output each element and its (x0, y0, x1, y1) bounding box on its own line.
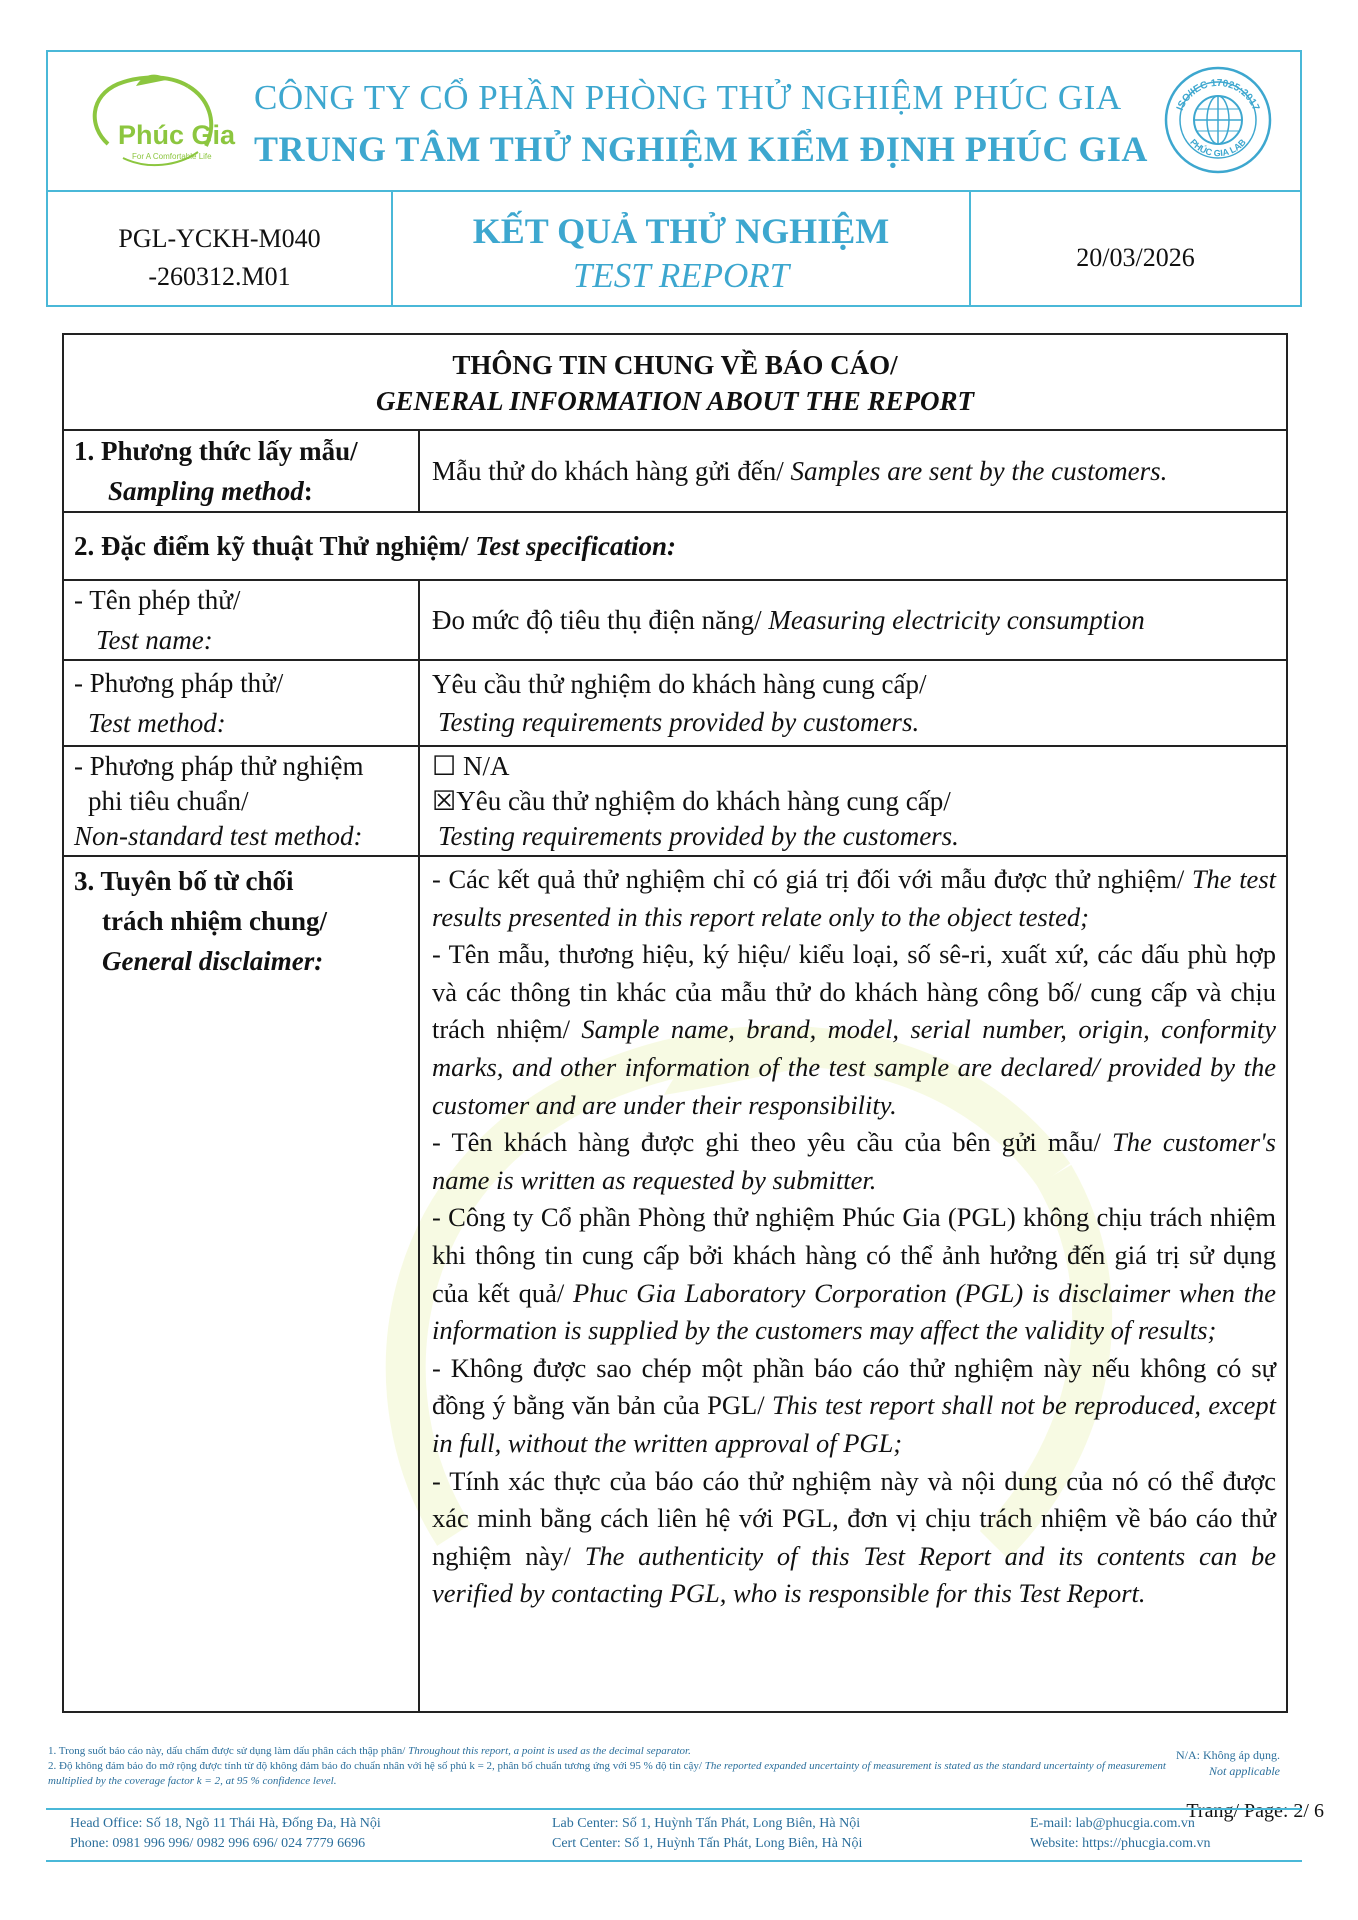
test-method-label-vi: - Phương pháp thử/ (74, 668, 284, 698)
email-link[interactable]: E-mail: lab@phucgia.com.vn (1030, 1816, 1195, 1831)
disclaimer-item: - Tên khách hàng được ghi theo yêu cầu của bên gửi mẫu/ The customer's name is written as requested by submitter. (432, 1127, 1276, 1195)
company-logo (68, 66, 238, 176)
disclaimer-label-vi2: trách nhiệm chung/ (102, 906, 328, 936)
test-method-value-en: Testing requirements provided by customers. (438, 707, 920, 737)
company-name: CÔNG TY CỔ PHẦN PHÒNG THỬ NGHIỆM PHÚC GIA (254, 78, 1122, 117)
report-code-line1: PGL-YCKH-M040 (118, 223, 321, 253)
test-name-value-vi: Đo mức độ tiêu thụ điện năng/ (432, 605, 762, 635)
phone-numbers: Phone: 0981 996 996/ 0982 996 696/ 024 7779 6696 (70, 1836, 366, 1851)
page-number: Trang/ Page: 2/ 6 (1186, 1800, 1324, 1822)
checkbox-checked-icon: ☒ (432, 786, 457, 816)
disclaimer-label-en: General disclaimer: (102, 946, 324, 976)
report-title-vi: KẾT QUẢ THỬ NGHIỆM (472, 211, 890, 251)
sampling-value-en: Samples are sent by the customers. (783, 456, 1168, 486)
test-name-value-en: Measuring electricity consumption (761, 605, 1145, 635)
report-title (393, 192, 971, 307)
spec-row (64, 513, 1286, 581)
sampling-value (432, 452, 1274, 490)
nonstd-option-customer (432, 784, 1274, 819)
disclaimer-item: - Tên mẫu, thương hiệu, ký hiệu/ kiểu loại, số sê-ri, xuất xứ, các dấu phù hợp và các thông tin khác của mẫu thử do khách hàng công bố/ cung cấp và chịu trách nhiệm/ Sample name, brand, model, serial number, origin, conformity marks, and other information of the test sample are declared/ provided by the customer and are under their responsibility. (432, 939, 1276, 1120)
nonstd-label-vi2: phi tiêu chuẩn/ (88, 786, 249, 816)
na-legend-vi: N/A: Không áp dụng. (1176, 1748, 1280, 1762)
nonstd-option-na-label: N/A (456, 751, 510, 781)
iso-seal (1162, 64, 1274, 176)
sampling-value-vi: Mẫu thử do khách hàng gửi đến/ (432, 456, 784, 486)
general-info-table (62, 333, 1288, 1713)
nonstd-label-en: Non-standard test method: (74, 821, 363, 851)
disclaimer-item: - Không được sao chép một phần báo cáo thử nghiệm này nếu không có sự đồng ý bằng văn bản của PGL/ This test report shall not be reproduced, except in full, without the written approval of PGL; (432, 1352, 1276, 1458)
disclaimer-item: - Công ty Cổ phần Phòng thử nghiệm Phúc Gia (PGL) không chịu trách nhiệm khi thông tin cung cấp bởi khách hàng có thể ảnh hưởng đến giá trị sử dụng của kết quả/ Phuc Gia Laboratory Corporation (PGL) is disclaimer when the information is supplied by the customers may affect the validity of results; (432, 1202, 1276, 1346)
section-title (64, 335, 1286, 431)
report-header (46, 50, 1302, 307)
na-legend (1176, 1747, 1280, 1779)
spec-label (74, 531, 1276, 562)
sampling-label-en: Sampling method (108, 476, 304, 506)
footnote-1: 1. Trong suốt báo cáo này, dấu chấm được sử dụng làm dấu phân cách thập phân/ Throughout this report, a point is used as the decimal separator. (48, 1745, 691, 1757)
test-name-value (432, 601, 1274, 639)
footer-contacts (46, 1808, 1302, 1862)
test-name-label-en: Test name: (96, 625, 213, 655)
checkbox-unchecked-icon: ☐ (432, 751, 457, 781)
logo-name: Phúc Gia (118, 120, 236, 150)
head-office: Head Office: Số 18, Ngõ 11 Thái Hà, Đống Đa, Hà Nội (70, 1816, 381, 1831)
sampling-row (64, 431, 1286, 513)
company-banner (48, 52, 1300, 192)
globe-icon (1162, 64, 1274, 176)
spec-label-vi: 2. Đặc điểm kỹ thuật Thử nghiệm/ (74, 530, 469, 561)
disclaimer-list (420, 857, 1286, 1711)
report-title-en: TEST REPORT (572, 256, 790, 295)
sampling-label-colon: : (303, 476, 313, 506)
seal-bottom-text: PHÚC GIA LAB (1188, 137, 1248, 159)
footnotes (48, 1744, 1188, 1789)
section-title-vi: THÔNG TIN CHUNG VỀ BÁO CÁO/ (452, 350, 898, 380)
center-name: TRUNG TÂM THỬ NGHIỆM KIỂM ĐỊNH PHÚC GIA (254, 129, 1148, 169)
report-date: 20/03/2026 (1076, 242, 1195, 272)
section-title-en: GENERAL INFORMATION ABOUT THE REPORT (375, 386, 975, 416)
disclaimer-item: - Tính xác thực của báo cáo thử nghiệm này và nội dung của nó có thể được xác minh bằng cách liên hệ với PGL, đơn vị chịu trách nhiệm về báo cáo thử nghiệm này/ The authenticity of this Test Report and its contents can be verified by contacting PGL, who is responsible for this Test Report. (432, 1465, 1276, 1609)
report-code-line2: -260312.M01 (148, 261, 291, 291)
website-link[interactable]: Website: https://phucgia.com.vn (1030, 1836, 1211, 1851)
nonstd-option-na (432, 749, 1274, 784)
test-method-label-en: Test method: (88, 708, 226, 738)
seal-top-text: ISO/IEC 17025:2017 (1174, 77, 1262, 113)
footnote-2: 2. Độ không đảm bảo đo mở rộng được tính từ độ không đảm bảo đo chuẩn nhân với hệ số phủ k = 2, phân bố chuẩn tương ứng với 95 % độ tin cậy/ The reported expanded uncertainty of measurement is stated as the standard uncertainty of measurement multiplied by the coverage factor k = 2, at 95 % confidence level. (48, 1760, 1166, 1787)
test-method-row (64, 661, 1286, 747)
disclaimer-label-vi1: 3. Tuyên bố từ chối (74, 866, 294, 896)
test-name-row (64, 581, 1286, 661)
sampling-label-vi: 1. Phương thức lấy mẫu/ (74, 436, 358, 466)
nonstd-option-customer-vi: Yêu cầu thử nghiệm do khách hàng cung cấp/ (456, 786, 951, 816)
test-method-value-vi: Yêu cầu thử nghiệm do khách hàng cung cấp/ (432, 669, 927, 699)
lab-center: Lab Center: Số 1, Huỳnh Tấn Phát, Long Biên, Hà Nội (552, 1816, 861, 1831)
test-name-label-vi: - Tên phép thử/ (74, 585, 241, 615)
nonstd-label-vi1: - Phương pháp thử nghiệm (74, 751, 364, 781)
na-legend-en: Not applicable (1209, 1764, 1280, 1778)
disclaimer-row (64, 857, 1286, 1711)
disclaimer-item: - Các kết quả thử nghiệm chỉ có giá trị đối với mẫu được thử nghiệm/ The test results presented in this report relate only to the object tested; (432, 864, 1276, 932)
cert-center: Cert Center: Số 1, Huỳnh Tấn Phát, Long Biên, Hà Nội (552, 1836, 863, 1851)
nonstd-option-customer-en: Testing requirements provided by the customers. (438, 821, 959, 851)
logo-tagline: For A Comfortable Life (132, 152, 212, 161)
report-code (48, 192, 393, 307)
nonstd-method-row (64, 747, 1286, 857)
report-meta (48, 192, 1300, 307)
spec-label-en: Test specification: (468, 530, 676, 561)
